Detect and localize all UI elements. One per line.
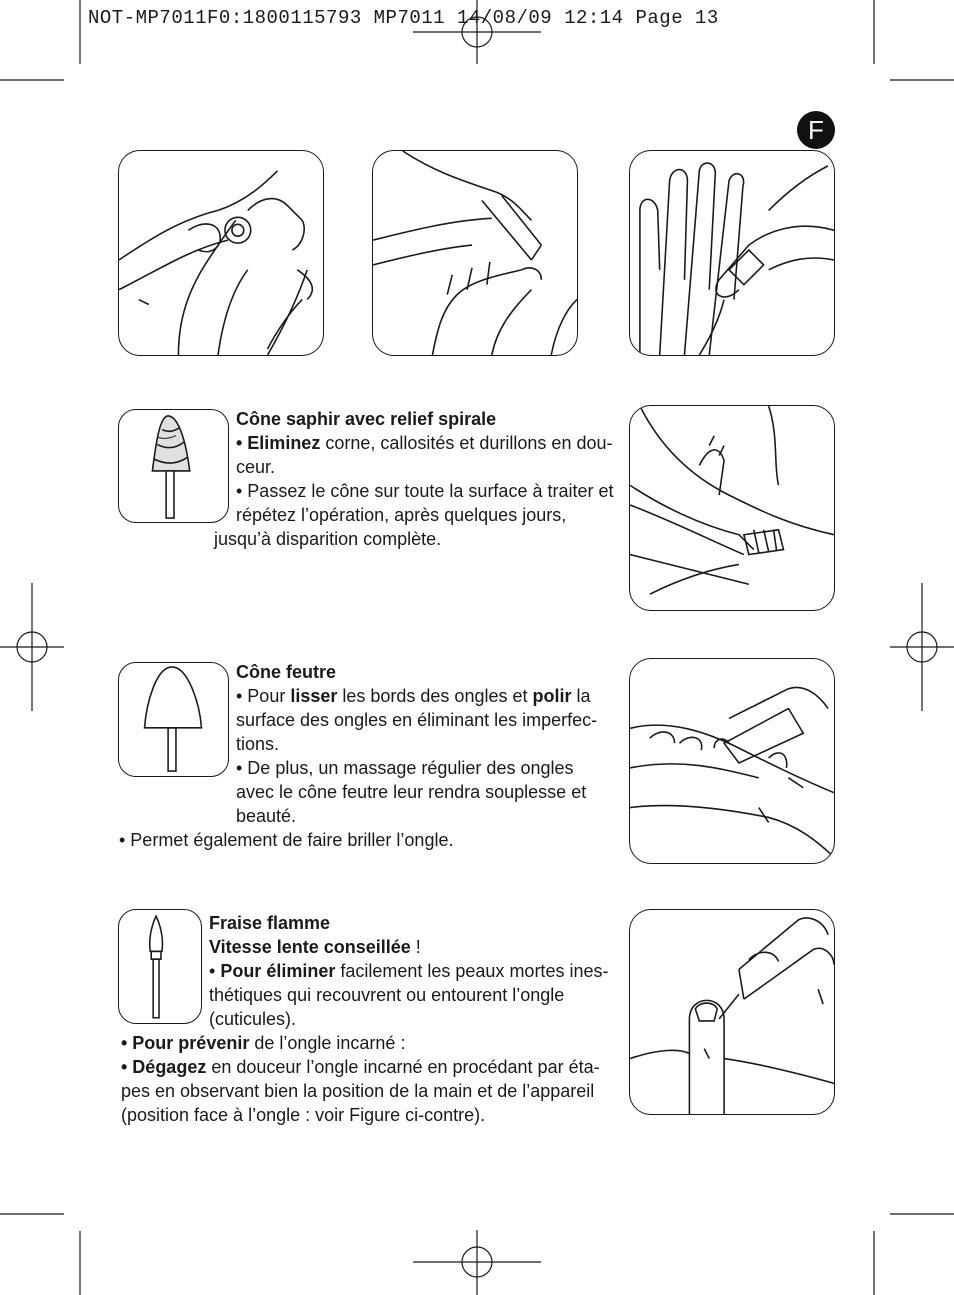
section-title: Cône feutre	[236, 662, 337, 682]
language-badge: F	[797, 111, 835, 149]
section-flame-bur-text-end: • Pour prévenir de l’ongle incarné : • Dégagez en douceur l’ongle incarné en procédant par éta- pes en observant bien la position de la main et de l’appareil (position face à l’ongle : voir Figure ci-contre).	[121, 1033, 600, 1125]
section-title: Cône saphir avec relief spirale	[236, 409, 497, 429]
illustration-hand-filing-1	[118, 150, 324, 356]
section-flame-bur-text: Fraise flamme Vitesse lente conseillée ! • Pour éliminer facilement les peaux mortes ines- thétiques qui recouvrent ou entourent l’ongle (cuticules).	[209, 913, 609, 1029]
illustration-hand-filing-2	[372, 150, 578, 356]
tool-icon-sapphire-spiral-cone	[118, 409, 229, 523]
tool-icon-felt-cone	[118, 662, 229, 777]
illustration-toe-flame-bur	[629, 909, 835, 1115]
section-sapphire-cone-text: Cône saphir avec relief spirale • Eliminez corne, callosités et durillons en dou- ceur. • Passez le cône sur toute la surface à traiter et répétez l’opération, après quelques jours,	[236, 409, 614, 525]
illustration-foot-sapphire-cone	[629, 405, 835, 611]
section-felt-cone-text-end: • Permet également de faire briller l’ongle.	[119, 830, 454, 850]
tool-icon-flame-bur	[118, 909, 202, 1024]
illustration-hand-filing-3	[629, 150, 835, 356]
section-sapphire-cone-text-end: jusqu’à disparition complète.	[214, 529, 442, 549]
illustration-hand-felt-cone	[629, 658, 835, 864]
section-title: Fraise flamme	[209, 913, 331, 933]
print-slug: NOT-MP7011F0:1800115793 MP7011 14/08/09 12:14 Page 13	[88, 7, 719, 29]
section-felt-cone-text: Cône feutre • Pour lisser les bords des ongles et polir la surface des ongles en éliminant les imperfec- tions. • De plus, un massage régulier des ongles avec le cône feutre leur rendra souplesse et beauté.	[236, 662, 598, 826]
